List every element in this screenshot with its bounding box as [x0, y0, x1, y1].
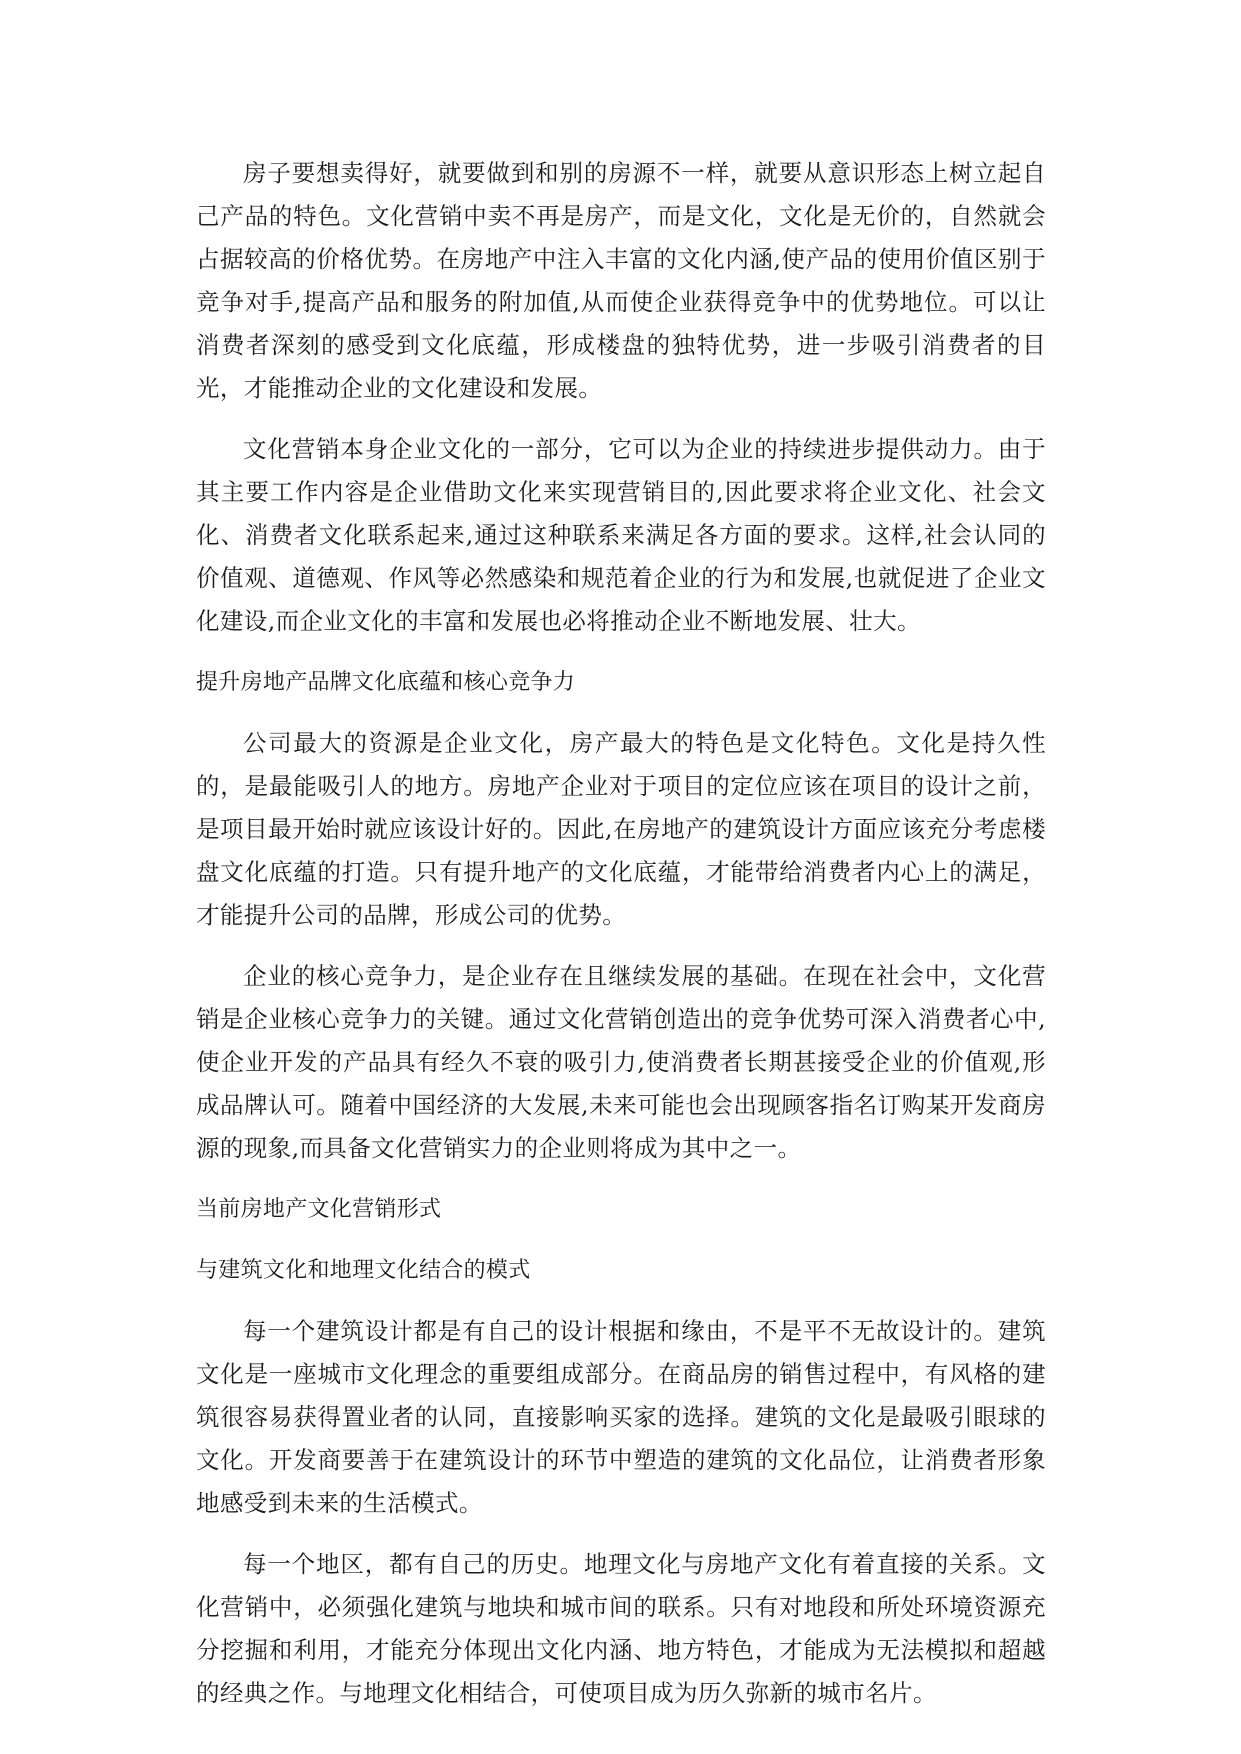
section-heading-brand: 提升房地产品牌文化底蕴和核心竞争力	[196, 670, 576, 695]
document-page	[196, 152, 1046, 1733]
subsection-heading-architecture: 与建筑文化和地理文化结合的模式	[196, 1258, 531, 1283]
paragraph-5: 每一个建筑设计都是有自己的设计根据和缘由，不是平不无故设计的。建筑文化是一座城市文化理念的重要组成部分。在商品房的销售过程中，有风格的建筑很容易获得置业者的认同，直接影响买家的选择。建筑的文化是最吸引眼球的文化。开发商要善于在建筑设计的环节中塑造的建筑的文化品位，让消费者形象地感受到未来的生活模式。	[196, 1317, 1046, 1517]
paragraph-6: 每一个地区，都有自己的历史。地理文化与房地产文化有着直接的关系。文化营销中，必须强化建筑与地块和城市间的联系。只有对地段和所处环境资源充分挖掘和利用，才能充分体现出文化内涵、地方特色，才能成为无法模拟和超越的经典之作。与地理文化相结合，可使项目成为历久弥新的城市名片。	[196, 1550, 1046, 1707]
paragraph-1: 房子要想卖得好，就要做到和别的房源不一样，就要从意识形态上树立起自己产品的特色。文化营销中卖不再是房产，而是文化，文化是无价的，自然就会占据较高的价格优势。在房地产中注入丰富的文化内涵,使产品的使用价值区别于竞争对手,提高产品和服务的附加值,从而使企业获得竞争中的优势地位。可以让消费者深刻的感受到文化底蕴，形成楼盘的独特优势，进一步吸引消费者的目光，才能推动企业的文化建设和发展。	[196, 159, 1046, 402]
paragraph-4: 企业的核心竞争力，是企业存在且继续发展的基础。在现在社会中，文化营销是企业核心竞争力的关键。通过文化营销创造出的竞争优势可深入消费者心中,使企业开发的产品具有经久不衰的吸引力,使消费者长期甚接受企业的价值观,形成品牌认可。随着中国经济的大发展,未来可能也会出现顾客指名订购某开发商房源的现象,而具备文化营销实力的企业则将成为其中之一。	[196, 962, 1046, 1162]
paragraph-3: 公司最大的资源是企业文化，房产最大的特色是文化特色。文化是持久性的，是最能吸引人的地方。房地产企业对于项目的定位应该在项目的设计之前，是项目最开始时就应该设计好的。因此,在房地产的建筑设计方面应该充分考虑楼盘文化底蕴的打造。只有提升地产的文化底蕴，才能带给消费者内心上的满足，才能提升公司的品牌，形成公司的优势。	[196, 729, 1046, 929]
paragraph-2: 文化营销本身企业文化的一部分，它可以为企业的持续进步提供动力。由于其主要工作内容是企业借助文化来实现营销目的,因此要求将企业文化、社会文化、消费者文化联系起来,通过这种联系来满足各方面的要求。这样,社会认同的价值观、道德观、作风等必然感染和规范着企业的行为和发展,也就促进了企业文化建设,而企业文化的丰富和发展也必将推动企业不断地发展、壮大。	[196, 435, 1046, 635]
section-heading-forms: 当前房地产文化营销形式	[196, 1197, 442, 1222]
